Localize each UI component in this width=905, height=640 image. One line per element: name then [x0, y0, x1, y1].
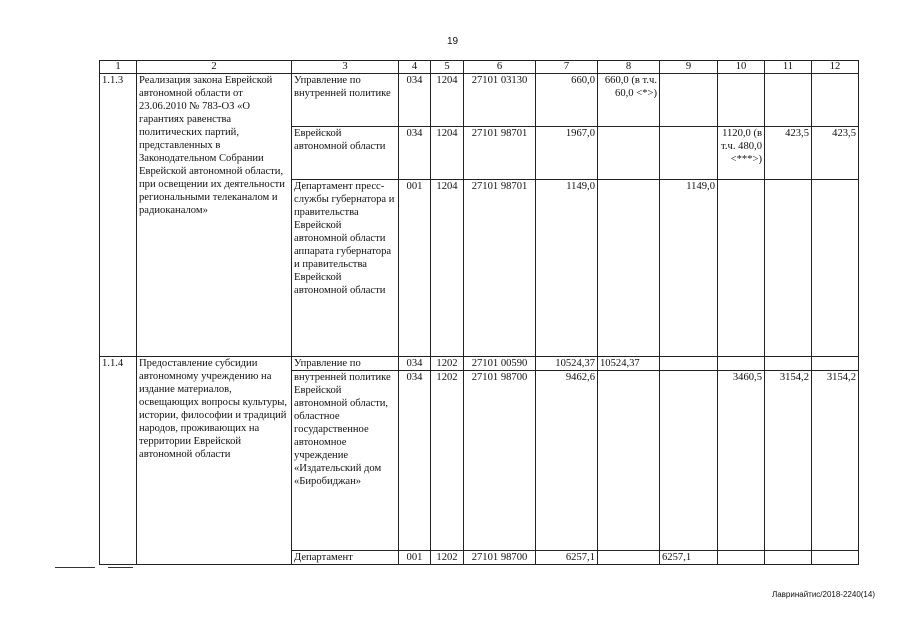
year-cell: 423,5	[812, 127, 859, 180]
total-cell: 1149,0	[536, 180, 598, 357]
document-code: Лавринайтис/2018-2240(14)	[771, 590, 875, 599]
table-row	[100, 74, 859, 127]
measure-number: 1.1.4	[100, 357, 137, 565]
code-cell: 001	[399, 551, 431, 565]
column-header: 4	[399, 61, 431, 74]
article-cell: 27101 98701	[464, 180, 536, 357]
page-number: 19	[446, 36, 459, 47]
total-cell: 10524,37	[536, 357, 598, 371]
year-cell	[812, 74, 859, 127]
year-cell	[765, 551, 812, 565]
executor-cell: Управление по внутренней политике	[292, 74, 399, 127]
executor-cell: Еврейской автономной области	[292, 127, 399, 180]
executor-cell: Департамент	[292, 551, 399, 565]
section-cell: 1202	[431, 371, 464, 551]
total-cell: 9462,6	[536, 371, 598, 551]
year-cell	[812, 551, 859, 565]
section-cell: 1204	[431, 74, 464, 127]
year-cell	[812, 180, 859, 357]
code-cell: 034	[399, 74, 431, 127]
executor-cell: Управление по	[292, 357, 399, 371]
column-header: 11	[765, 61, 812, 74]
column-header: 9	[660, 61, 718, 74]
article-cell: 27101 98700	[464, 371, 536, 551]
column-header: 6	[464, 61, 536, 74]
year-cell: 6257,1	[660, 551, 718, 565]
year-cell: 3460,5	[718, 371, 765, 551]
year-cell	[660, 127, 718, 180]
year-cell: 3154,2	[765, 371, 812, 551]
year-cell: 10524,37	[598, 357, 660, 371]
measure-number: 1.1.3	[100, 74, 137, 357]
code-cell: 034	[399, 127, 431, 180]
year-cell	[660, 74, 718, 127]
section-cell: 1204	[431, 180, 464, 357]
year-cell	[598, 127, 660, 180]
header-row	[100, 61, 859, 74]
column-header: 12	[812, 61, 859, 74]
year-cell: 660,0 (в т.ч. 60,0 <*>)	[598, 74, 660, 127]
article-cell: 27101 00590	[464, 357, 536, 371]
year-cell: 3154,2	[812, 371, 859, 551]
year-cell	[765, 74, 812, 127]
scan-artifact-line	[55, 567, 95, 568]
column-header: 5	[431, 61, 464, 74]
measure-description: Реализация закона Еврейской автономной области от 23.06.2010 № 783-ОЗ «О гарантиях равенства политических партий, представленных в Законодательном Собрании Еврейской автономной области, при освещении их деятельности региональными телеканалом и радиоканалом»	[137, 74, 292, 357]
total-cell: 660,0	[536, 74, 598, 127]
column-header: 8	[598, 61, 660, 74]
executor-cell: Департамент пресс-службы губернатора и правительства Еврейской автономной области аппарата губернатора и правительства Еврейской автономной области	[292, 180, 399, 357]
column-header: 10	[718, 61, 765, 74]
section-cell: 1202	[431, 551, 464, 565]
executor-cell: внутренней политике Еврейской автономной области, областное государственное автономное учреждение «Издательский дом «Биробиджан»	[292, 371, 399, 551]
article-cell: 27101 98701	[464, 127, 536, 180]
year-cell	[718, 357, 765, 371]
budget-table	[99, 60, 859, 565]
year-cell	[812, 357, 859, 371]
code-cell: 034	[399, 357, 431, 371]
year-cell	[765, 357, 812, 371]
year-cell	[718, 74, 765, 127]
article-cell: 27101 98700	[464, 551, 536, 565]
article-cell: 27101 03130	[464, 74, 536, 127]
year-cell	[660, 357, 718, 371]
year-cell	[660, 371, 718, 551]
column-header: 1	[100, 61, 137, 74]
year-cell: 1120,0 (в т.ч. 480,0 <***>)	[718, 127, 765, 180]
year-cell: 1149,0	[660, 180, 718, 357]
code-cell: 001	[399, 180, 431, 357]
year-cell	[718, 180, 765, 357]
year-cell	[598, 551, 660, 565]
year-cell	[598, 180, 660, 357]
year-cell	[718, 551, 765, 565]
column-header: 3	[292, 61, 399, 74]
section-cell: 1204	[431, 127, 464, 180]
year-cell	[598, 371, 660, 551]
year-cell: 423,5	[765, 127, 812, 180]
year-cell	[765, 180, 812, 357]
column-header: 2	[137, 61, 292, 74]
scan-artifact-line	[108, 567, 133, 568]
measure-description: Предоставление субсидии автономному учреждению на издание материалов, освещающих вопросы культуры, истории, философии и традиций народов, проживающих на территории Еврейской автономной области	[137, 357, 292, 565]
code-cell: 034	[399, 371, 431, 551]
section-cell: 1202	[431, 357, 464, 371]
total-cell: 1967,0	[536, 127, 598, 180]
table-row	[100, 357, 859, 371]
total-cell: 6257,1	[536, 551, 598, 565]
column-header: 7	[536, 61, 598, 74]
